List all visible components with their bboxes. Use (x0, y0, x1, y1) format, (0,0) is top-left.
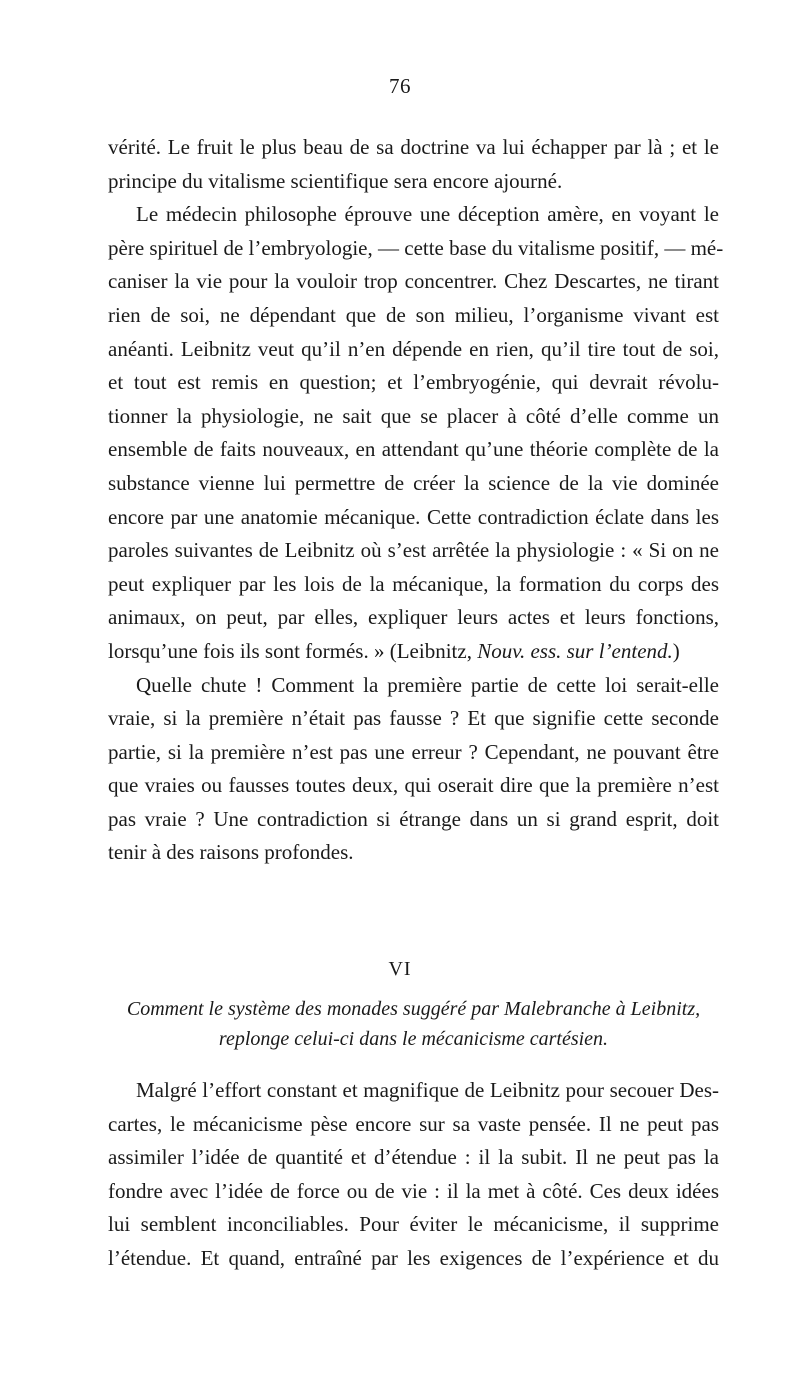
section-title (108, 994, 719, 1054)
text-line: père spirituel de l’embryologie, — cette base du vitalisme positif, — mé- (108, 235, 724, 260)
text-line: principe du vitalisme scientifique sera encore ajourné. (108, 168, 563, 193)
text-line: caniser la vie pour la vouloir trop concentrer. Chez Descartes, ne tirant (108, 269, 719, 294)
text-line: peut expliquer par les lois de la mécanique, la formation du corps des (108, 571, 719, 596)
text-line-citation (108, 635, 719, 669)
text-line: vérité. Le fruit le plus beau de sa doctrine va lui échapper par là ; et le (108, 135, 719, 159)
text-line: fondre avec l’idée de force ou de vie : il la met à côté. Ces deux idées (108, 1178, 719, 1203)
citation-lead: lorsqu’une fois ils sont formés. » (Leibnitz, (108, 638, 478, 663)
text-line: Le médecin philosophe éprouve une déception amère, en voyant le (136, 202, 719, 227)
text-line: substance vienne lui permettre de créer la science de la vie dominée (108, 470, 719, 495)
section-title-line: Comment le système des monades suggéré par Malebranche à Leibnitz, (126, 998, 701, 1020)
text-line: encore par une anatomie mécanique. Cette contradiction éclate dans les (108, 504, 719, 529)
text-line: paroles suivantes de Leibnitz où s’est arrêtée la physiologie : « Si on ne (108, 538, 719, 563)
text-line: ensemble de faits nouveaux, en attendant qu’une théorie complète de la (108, 437, 719, 462)
text-line: Quelle chute ! Comment la première partie de cette loi serait-elle (136, 672, 719, 697)
body-text-top (108, 131, 724, 870)
text-line: rien de soi, ne dépendant que de son milieu, l’organisme vivant est (108, 302, 719, 327)
text-line: assimiler l’idée de quantité et d’étendue : il la subit. Il ne peut pas la (108, 1145, 719, 1170)
section-number: VI (388, 958, 412, 980)
text-line: et tout est remis en question; et l’embryogénie, qui devrait révolu- (108, 370, 719, 395)
body-text-bottom (108, 1074, 719, 1276)
text-line: vraie, si la première n’était pas fausse ? Et que signifie cette seconde (108, 706, 719, 731)
citation-close: ) (672, 638, 680, 663)
text-line: Malgré l’effort constant et magnifique de Leibnitz pour secouer Des- (136, 1078, 719, 1102)
text-line: que vraies ou fausses toutes deux, qui oserait dire que la première n’est (108, 773, 719, 798)
text-line: lui semblent inconciliables. Pour éviter le mécanicisme, il supprime (108, 1212, 719, 1237)
text-line: partie, si la première n’est pas une erreur ? Cependant, ne pouvant être (108, 739, 719, 764)
text-line: tionner la physiologie, ne sait que se placer à côté d’elle comme un (108, 403, 719, 428)
text-line: cartes, le mécanicisme pèse encore sur sa vaste pensée. Il ne peut pas (108, 1111, 719, 1136)
citation-title: Nouv. ess. sur l’entend. (477, 638, 673, 663)
section-title-line: replonge celui-ci dans le mécanicisme cartésien. (218, 1028, 609, 1050)
text-line: l’étendue. Et quand, entraîné par les exigences de l’expérience et du (108, 1245, 719, 1270)
text-line: pas vraie ? Une contradiction si étrange dans un si grand esprit, doit (108, 806, 719, 831)
page-number: 76 (389, 74, 411, 98)
text-line: tenir à des raisons profondes. (108, 840, 354, 865)
text-line: anéanti. Leibnitz veut qu’il n’en dépende en rien, qu’il tire tout de soi, (108, 336, 719, 361)
text-line: animaux, on peut, par elles, expliquer leurs actes et leurs fonctions, (108, 605, 719, 630)
